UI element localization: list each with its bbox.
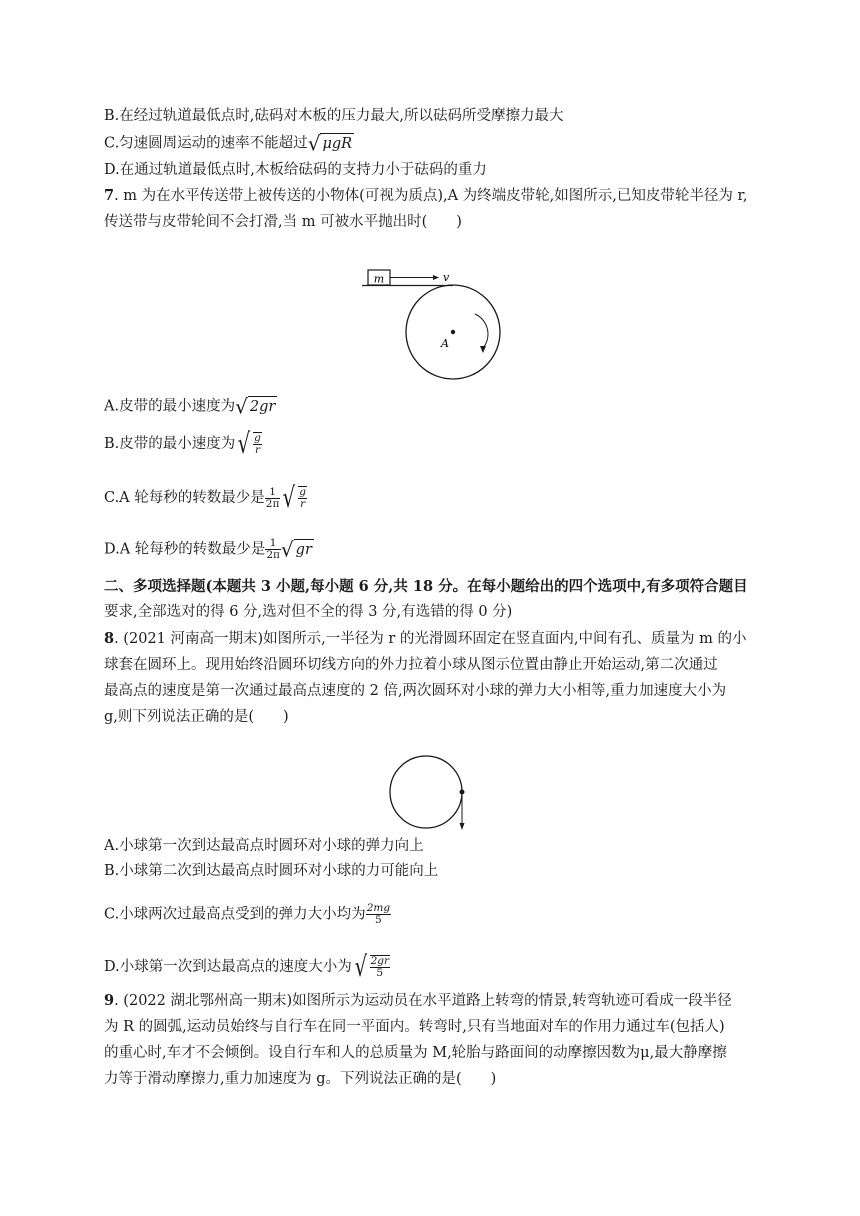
frac-numerator: 1 — [265, 538, 281, 550]
pulley-label: A — [441, 337, 449, 350]
rotation-arrow-icon — [475, 314, 488, 348]
q6-option-b: B.在经过轨道最低点时,砝码对木板的压力最大,所以砝码所受摩擦力最大 — [104, 108, 564, 124]
frac-numerator: 1 — [265, 487, 281, 499]
q8-ring-figure — [385, 755, 475, 835]
q6-option-d: D.在通过轨道最低点时,木板给砝码的支持力小于砝码的重力 — [104, 162, 487, 178]
frac-denominator: 2π — [266, 549, 280, 561]
q8-option-d — [104, 950, 390, 983]
q9-stem-line3: 的重心时,车才不会倾倒。设自行车和人的总质量为 M,轮胎与路面间的动摩擦因数为μ,最大静摩擦 — [104, 1045, 727, 1061]
fraction — [366, 903, 391, 926]
sqrt-fraction: √ $\frac{g}{r}$ — [283, 481, 306, 514]
frac-denominator: 5 — [376, 967, 384, 979]
q7-option-d — [104, 538, 314, 561]
velocity-label: v — [443, 271, 450, 284]
q7-option-b — [104, 427, 262, 460]
frac-numerator: 2mg — [366, 902, 391, 914]
q6-option-c-radicand: μgR — [320, 133, 354, 154]
frac-denominator: r — [254, 444, 260, 456]
q8-stem-line2: 球套在圆环上。现用始终沿圆环切线方向的外力拉着小球从图示位置由静止开始运动,第二次通过 — [104, 657, 718, 673]
q6-option-c-text: C.匀速圆周运动的速率不能超过 — [104, 135, 308, 152]
q9-stem-line2: 为 R 的圆弧,运动员始终与自行车在同一平面内。转弯时,只有当地面对车的作用力通过车(包括人) — [104, 1019, 725, 1035]
sqrt-fraction: √ $\frac{g}{r}$ — [237, 427, 261, 460]
q7-option-c-text: C.A 轮每秒的转数最少是 — [104, 490, 265, 506]
section2-heading-line2: 要求,全部选对的得 6 分,选对但不全的得 3 分,有选错的得 0 分) — [104, 604, 513, 620]
q9-stem-line1 — [104, 991, 732, 1011]
sqrt-expression: √ gr — [280, 537, 312, 562]
q7-option-c — [104, 481, 307, 514]
pulley-center — [451, 330, 455, 334]
sqrt-expression: √ 2gr — [235, 394, 276, 419]
q7-stem-line1 — [104, 186, 747, 206]
q8-stem-line4: g,则下列说法正确的是( ) — [104, 709, 289, 725]
frac-numerator: 2gr — [370, 955, 389, 967]
section2-heading-line1: 二、多项选择题(本题共 3 小题,每小题 6 分,共 18 分。在每小题给出的四个选项中,有多项符合题目 — [104, 578, 748, 595]
q7-option-d-text: D.A 轮每秒的转数最少是 — [104, 541, 266, 558]
q8-option-c-text: C.小球两次过最高点受到的弹力大小均为 — [104, 906, 366, 923]
q7-option-d-radicand: gr — [294, 539, 314, 560]
q9-stem-line4: 力等于滑动摩擦力,重力加速度为 g。下列说法正确的是( ) — [104, 1071, 497, 1087]
q7-stem-text: . m 为在水平传送带上被传送的小物体(可视为质点),A 为终端皮带轮,如图所示,已知皮带轮半径为 r, — [114, 188, 748, 204]
q9-stem-text: . (2022 湖北鄂州高一期末)如图所示为运动员在水平道路上转弯的情景,转弯轨迹可看成一段半径 — [114, 993, 732, 1009]
q7-number: 7 — [104, 187, 115, 204]
frac-denominator: r — [300, 498, 306, 510]
q8-option-d-text: D.小球第一次到达最高点的速度大小为 — [104, 959, 352, 975]
ring-circle — [390, 756, 462, 828]
q7-option-a — [104, 396, 277, 417]
q7-belt-pulley-figure — [355, 262, 515, 387]
q7-stem-line2: 传送带与皮带轮间不会打滑,当 m 可被水平抛出时( ) — [104, 214, 462, 230]
frac-denominator: 5 — [375, 914, 382, 926]
q7-option-a-text: A.皮带的最小速度为 — [104, 398, 236, 415]
q8-option-a: A.小球第一次到达最高点时圆环对小球的弹力向上 — [104, 838, 424, 854]
q6-option-c — [104, 133, 354, 154]
q8-number: 8 — [104, 630, 115, 647]
sqrt-expression: √ μgR — [307, 131, 353, 156]
q8-option-c — [104, 903, 391, 926]
block-m-label: m — [373, 272, 385, 286]
frac-numerator: g — [299, 486, 306, 498]
q9-number: 9 — [104, 992, 115, 1009]
frac-numerator: g — [254, 432, 261, 444]
q8-stem-line1 — [104, 629, 746, 649]
q8-stem-text: . (2021 河南高一期末)如图所示,一半径为 r 的光滑圆环固定在竖直面内,中间有孔、质量为 m 的小 — [114, 631, 747, 647]
q7-option-b-text: B.皮带的最小速度为 — [104, 436, 236, 452]
q8-option-b: B.小球第二次到达最高点时圆环对小球的力可能向上 — [104, 863, 439, 879]
sqrt-fraction: √ $\frac{2gr}{5}$ — [354, 950, 389, 983]
frac-denominator: 2π — [265, 497, 280, 510]
fraction — [265, 538, 281, 561]
fraction — [265, 487, 281, 510]
q7-option-a-radicand: 2gr — [248, 396, 277, 417]
q8-stem-line3: 最高点的速度是第一次通过最高点速度的 2 倍,两次圆环对小球的弹力大小相等,重力加速度大小为 — [104, 683, 727, 699]
